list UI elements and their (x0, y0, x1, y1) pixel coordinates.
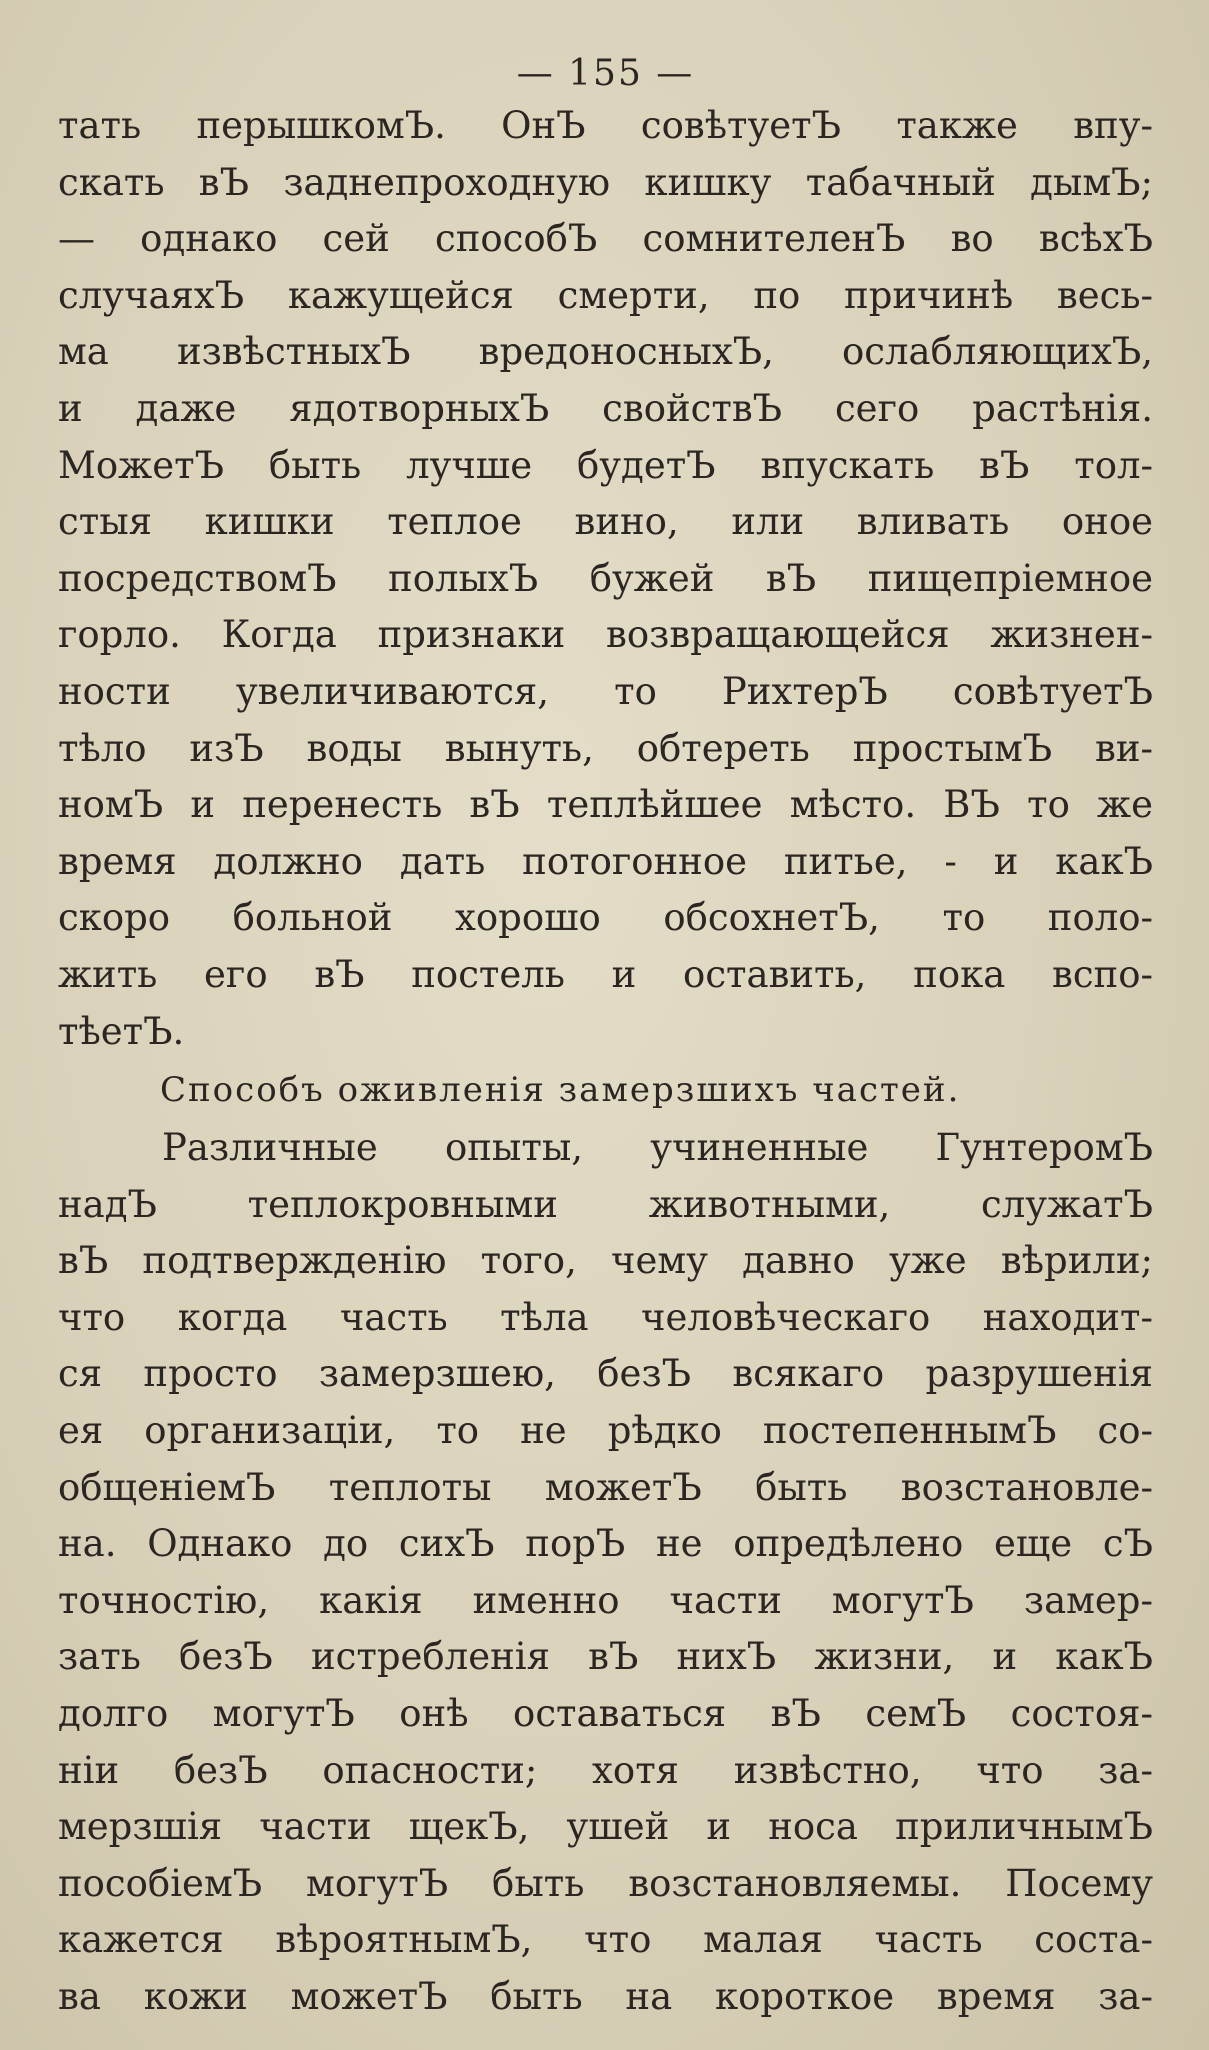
text-line: жить его вЪ постель и оставить, пока вспо- (58, 952, 1153, 996)
text-line: ся просто замерзшею, безЪ всякаго разрушенія (58, 1352, 1153, 1396)
text-line: вЪ подтвержденію того, чему давно уже вѣрили; (58, 1239, 1153, 1283)
paragraph-2 (58, 1120, 1153, 2026)
text-line: на. Однако до сихЪ порЪ не опредѣлено еще сЪ (58, 1522, 1153, 1566)
text-line: горло. Когда признаки возвращающейся жизнен- (58, 613, 1153, 657)
text-line: номЪ и перенесть вЪ теплѣйшее мѣсто. ВЪ то же (58, 783, 1153, 827)
text-line: что когда часть тѣла человѣческаго находит- (58, 1295, 1153, 1339)
text-line: ности увеличиваются, то РихтерЪ совѣтуетЪ (58, 669, 1153, 713)
text-line: тать перышкомЪ. ОнЪ совѣтуетЪ также впу- (58, 104, 1153, 147)
text-line: мерзшія части щекЪ, ушей и носа приличнымЪ (58, 1805, 1153, 1849)
text-line: скоро больной хорошо обсохнетЪ, то поло- (58, 896, 1153, 940)
text-line: и даже ядотворныхЪ свойствЪ сего растѣнія. (58, 386, 1153, 430)
text-line: тѣло изЪ воды вынуть, обтереть простымЪ ви- (58, 726, 1153, 770)
text-line: зать безЪ истребленія вЪ нихЪ жизни, и какЪ (58, 1635, 1153, 1679)
text-line: кажется вѣроятнымЪ, что малая часть соста- (58, 1918, 1153, 1962)
text-line: пособіемЪ могутЪ быть возстановляемы. Посему (58, 1861, 1153, 1905)
text-line: точностію, какія именно части могутЪ замер- (58, 1578, 1153, 1622)
text-line: ея организаціи, то не рѣдко постепеннымЪ со- (58, 1409, 1153, 1453)
text-line: общеніемЪ теплоты можетЪ быть возстановле- (58, 1465, 1153, 1509)
text-line: скать вЪ заднепроходную кишку табачный дымЪ; (58, 160, 1153, 204)
text-line: Различные опыты, учиненные ГунтеромЪ (162, 1126, 1153, 1170)
text-line: время должно дать потогонное питье, - и какЪ (58, 839, 1153, 883)
text-line: случаяхЪ кажущейся смерти, по причинѣ весь- (58, 273, 1153, 317)
text-line: — однако сей способЪ сомнителенЪ во всѣхЪ (58, 217, 1153, 261)
text-line: посредствомЪ полыхЪ бужей вЪ пищепріемное (58, 556, 1153, 600)
text-line: надЪ теплокровными животными, служатЪ (58, 1182, 1153, 1226)
page-number: — 155 — (516, 53, 695, 94)
text-line: тѣетЪ. (58, 1009, 185, 1053)
section-heading: Способъ оживленія замерзшихъ частей. (160, 1070, 961, 1111)
text-line: долго могутЪ онѣ оставаться вЪ семЪ состоя- (58, 1692, 1153, 1736)
text-line: ніи безЪ опасности; хотя извѣстно, что за- (58, 1748, 1153, 1792)
text-line: МожетЪ быть лучше будетЪ впускать вЪ тол- (58, 443, 1153, 487)
text-line: ва кожи можетЪ быть на короткое время за- (58, 1975, 1153, 2018)
text-line: ма извѣстныхЪ вредоносныхЪ, ослабляющихЪ, (58, 330, 1153, 374)
paragraph-1 (58, 98, 1153, 1060)
text-line: стыя кишки теплое вино, или вливать оное (58, 500, 1153, 544)
